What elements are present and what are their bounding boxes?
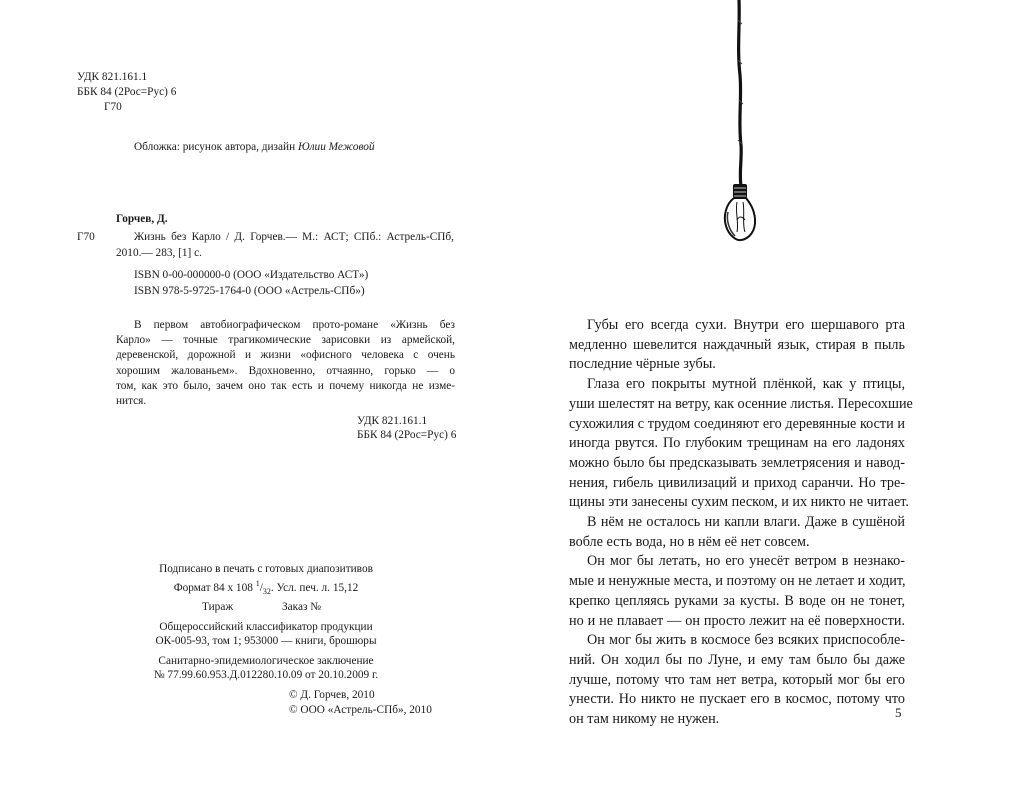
annotation-line: том, как это было, зачем оно так есть и почему никогда не изме- bbox=[116, 379, 455, 392]
annotation-line: В первом автобиографическом прото-романе «Жизнь без bbox=[134, 319, 455, 331]
text-line: мые и ненужные места, и поэтому он не летает и ходит, bbox=[569, 573, 906, 590]
bbk-code-right: ББК 84 (2Рос=Рус) 6 bbox=[357, 429, 457, 441]
text-line: иногда рвутся. По глубоким трещинам на его ладонях bbox=[569, 435, 905, 452]
right-page-text bbox=[569, 316, 913, 730]
format-suffix: . Усл. печ. л. 15,12 bbox=[270, 581, 359, 594]
text-line: Он мог бы летать, но его унесёт ветром в незнако- bbox=[587, 553, 905, 570]
text-line: последние чёрные зубы. bbox=[569, 356, 716, 373]
isbn-line: ISBN 978-5-9725-1764-0 (ООО «Астрель-СПб») bbox=[134, 285, 365, 297]
text-line: щины эти занесены сухим песком, и их никто не читает. bbox=[569, 494, 909, 511]
hanging-lightbulb-illustration bbox=[715, 0, 765, 250]
cover-designer: Юлии Межовой bbox=[297, 141, 375, 153]
imprint-format: Формат 84 х 108 $^1/_{32}$. Усл. печ. л. 15,12 bbox=[173, 579, 359, 597]
annotation-line: Карло» — точные трагикомические зарисовки из армейской, bbox=[116, 334, 455, 347]
paragraph bbox=[569, 316, 905, 375]
circulation-label: Тираж bbox=[202, 601, 234, 614]
order-label: Заказ № bbox=[282, 601, 322, 614]
author-mark: Г70 bbox=[104, 101, 122, 113]
classifier-line: Общероссийский классификатор продукции bbox=[159, 621, 373, 634]
classifier-line: ОК-005-93, том 1; 953000 — книги, брошюры bbox=[155, 635, 377, 648]
cover-credit-prefix: Обложка: рисунок автора, дизайн bbox=[134, 141, 298, 153]
paragraph bbox=[569, 631, 905, 730]
text-line: Он мог бы жить в космосе без всяких приспособле- bbox=[587, 632, 905, 649]
text-line: медленно шевелится наждачный язык, стирая в пыль bbox=[569, 336, 905, 353]
imprint bbox=[150, 562, 382, 682]
text-line: крепко цепляясь руками за кусты. В воде он не тонет, bbox=[569, 592, 905, 609]
sanitary-line: Санитарно-эпидемиологическое заключение bbox=[158, 655, 374, 668]
cover-credit bbox=[134, 140, 375, 154]
format-fraction-num: 1 bbox=[255, 579, 260, 588]
sanitary-line: № 77.99.60.953.Д.012280.10.09 от 20.10.2009 г. bbox=[153, 669, 379, 682]
paragraph bbox=[569, 552, 905, 631]
annotation-line: хорошим жалованьем». Вдохновенно, отчаянно, горько — о bbox=[116, 364, 455, 377]
udk-code: УДК 821.161.1 bbox=[77, 71, 148, 83]
bbk-code: ББК 84 (2Рос=Рус) 6 bbox=[77, 86, 177, 98]
paragraph bbox=[569, 375, 913, 513]
imprint-signed: Подписано в печать с готовых диапозитивов bbox=[159, 563, 373, 575]
copyright-line: © Д. Горчев, 2010 bbox=[289, 689, 375, 701]
bib-line: Жизнь без Карло / Д. Горчев.— М.: АСТ; СПб.: Астрель-СПб, bbox=[134, 231, 454, 243]
text-line: он там никому не нужен. bbox=[569, 711, 720, 728]
text-line: сухожилия с трудом соединяют его деревянные кости и bbox=[569, 415, 905, 432]
page-number: 5 bbox=[895, 705, 902, 720]
text-line: Губы его всегда сухи. Внутри его шершавого рта bbox=[587, 317, 905, 333]
text-line: но и не плавает — он просто лежит на её поверхности. bbox=[569, 612, 905, 629]
text-line: ний. Он ходил бы по Луне, и ему там было бы даже bbox=[569, 651, 905, 668]
annotation-line: нится. bbox=[116, 394, 147, 407]
text-line: уши шелестят на ветру, как осенние листья. Пересохшие bbox=[569, 395, 913, 412]
author-heading: Горчев, Д. bbox=[116, 213, 168, 225]
text-line: В нём не осталось ни капли влаги. Даже в сушёной bbox=[587, 514, 905, 531]
isbn-line: ISBN 0-00-000000-0 (ООО «Издательство АСТ») bbox=[134, 269, 369, 281]
text-line: нения, гибель цивилизаций и приход саранчи. Но тре- bbox=[569, 474, 905, 491]
author-mark-margin: Г70 bbox=[77, 231, 95, 243]
annotation bbox=[116, 318, 455, 408]
imprint-circulation-row bbox=[150, 600, 382, 614]
copyright-line: © ООО «Астрель-СПб», 2010 bbox=[289, 704, 432, 716]
annotation-line: деревенской, дорожной и жизни «офисного человека с очень bbox=[116, 349, 455, 362]
bib-line: 2010.— 283, [1] с. bbox=[116, 247, 202, 259]
udk-code-right: УДК 821.161.1 bbox=[357, 415, 428, 427]
text-line: унести. Но никто не пускает его в космос, потому что bbox=[569, 691, 905, 708]
text-line: лучше, потому что там нет ветра, который мог бы его bbox=[569, 671, 905, 688]
paragraph bbox=[569, 513, 905, 552]
text-line: можно было бы предсказывать землетрясения и навод- bbox=[569, 454, 905, 471]
format-prefix: Формат 84 х 108 bbox=[173, 581, 256, 594]
text-line: Глаза его покрыты мутной плёнкой, как у птицы, bbox=[587, 376, 905, 393]
format-fraction-den: 32 bbox=[262, 587, 271, 597]
text-line: вобле есть вода, но в нём её нет совсем. bbox=[569, 533, 810, 550]
